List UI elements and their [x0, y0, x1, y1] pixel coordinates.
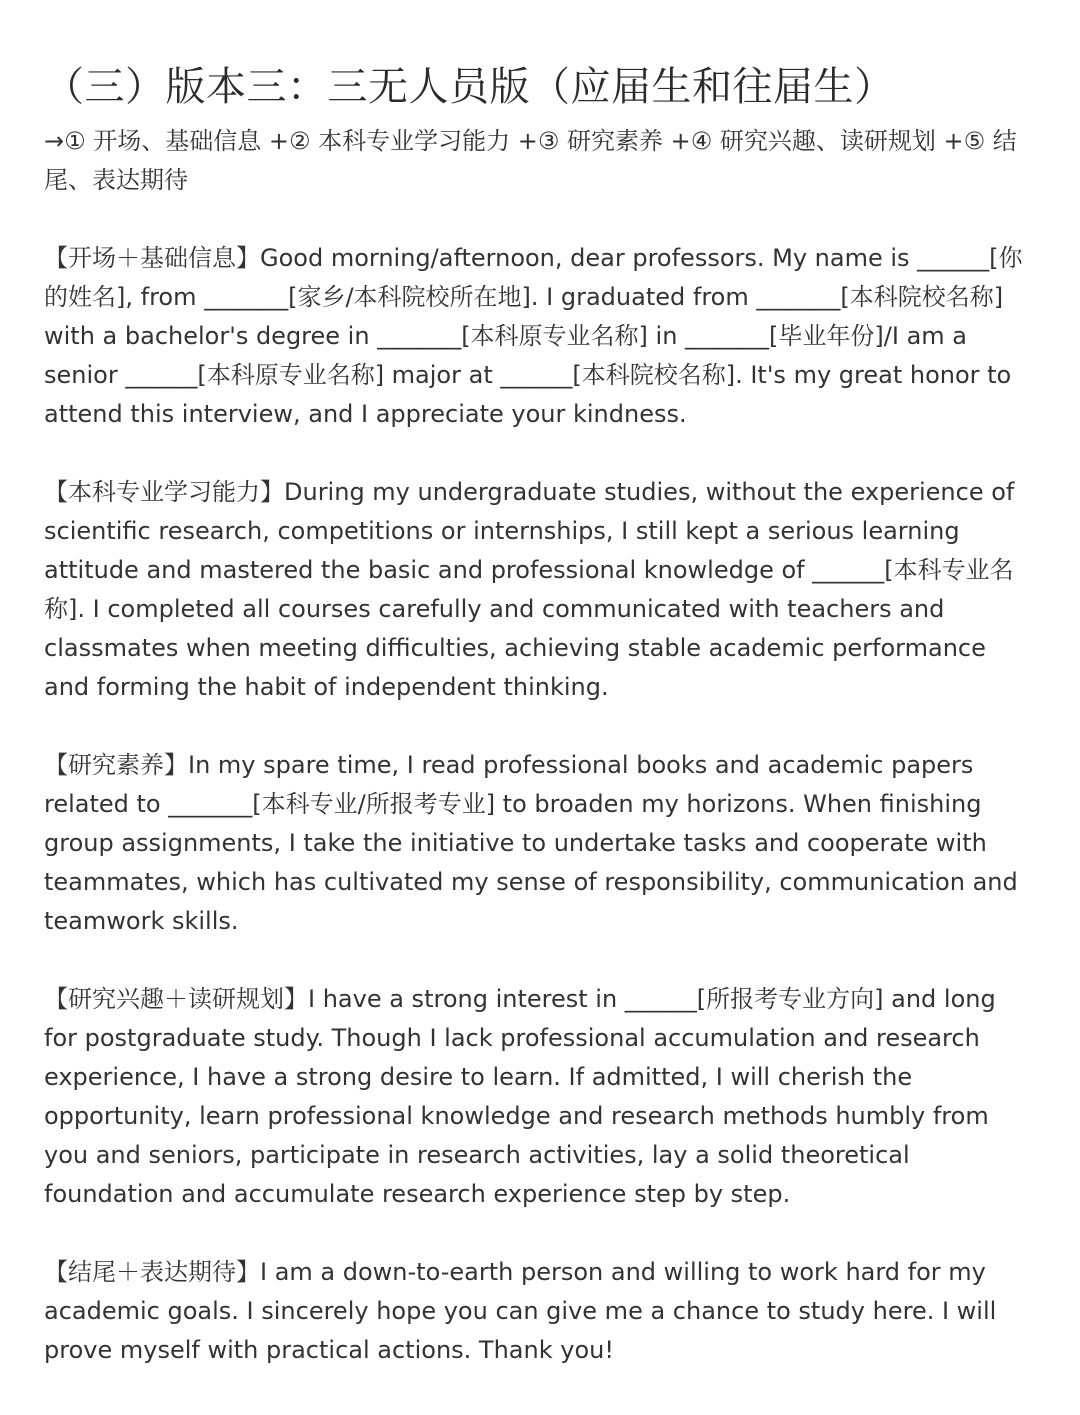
page-title: （三）版本三：三无人员版（应届生和往届生） [44, 64, 895, 110]
section-label: 【研究兴趣＋读研规划】 [44, 985, 308, 1013]
section-label: 【开场＋基础信息】 [44, 244, 260, 272]
section-research-interest-plan [44, 980, 1036, 1214]
section-label: 【结尾＋表达期待】 [44, 1258, 260, 1286]
section-text: Good morning/afternoon, dear professors. My name is ______[你的姓名], from _______[家乡/本科院校所在地]. I graduated from _______[本科院校名称] with a bachelor's degree in _______[本科原专业名称] in _______[毕业年份]/I am a senior ______[本科原专业名称] major at ______[本科院校名称]. It's my great honor to attend this interview, and I appreciate your kindness. [44, 244, 1023, 428]
section-text: During my undergraduate studies, without the experience of scientific research, competitions or internships, I still kept a serious learning attitude and mastered the basic and professional knowledge of ______[本科专业名称]. I completed all courses carefully and communicated with teachers and classmates when meeting difficulties, achieving stable academic performance and forming the habit of independent thinking. [44, 478, 1015, 701]
structure-outline: →① 开场、基础信息 +② 本科专业学习能力 +③ 研究素养 +④ 研究兴趣、读研规划 +⑤ 结尾、表达期待 [44, 127, 1017, 194]
section-opening-basic-info [44, 239, 1036, 434]
section-label: 【研究素养】 [44, 751, 188, 779]
section-text: I am a down-to-earth person and willing to work hard for my academic goals. I sincerely hope you can give me a chance to study here. I will prove myself with practical actions. Thank you! [44, 1258, 997, 1364]
section-closing-expectation [44, 1253, 1036, 1370]
section-research-literacy [44, 746, 1036, 941]
section-text: I have a strong interest in ______[所报考专业方向] and long for postgraduate study. Though I lack professional accumulation and research experience, I have a strong desire to learn. If admitted, I will cherish the opportunity, learn professional knowledge and research methods humbly from you and seniors, participate in research activities, lay a solid theoretical foundation and accumulate research experience step by step. [44, 985, 996, 1208]
section-undergraduate-learning-ability [44, 473, 1036, 707]
section-text: In my spare time, I read professional books and academic papers related to _______[本科专业/所报考专业] to broaden my horizons. When finishing group assignments, I take the initiative to undertake tasks and cooperate with teammates, which has cultivated my sense of responsibility, communication and teamwork skills. [44, 751, 1018, 935]
section-label: 【本科专业学习能力】 [44, 478, 284, 506]
